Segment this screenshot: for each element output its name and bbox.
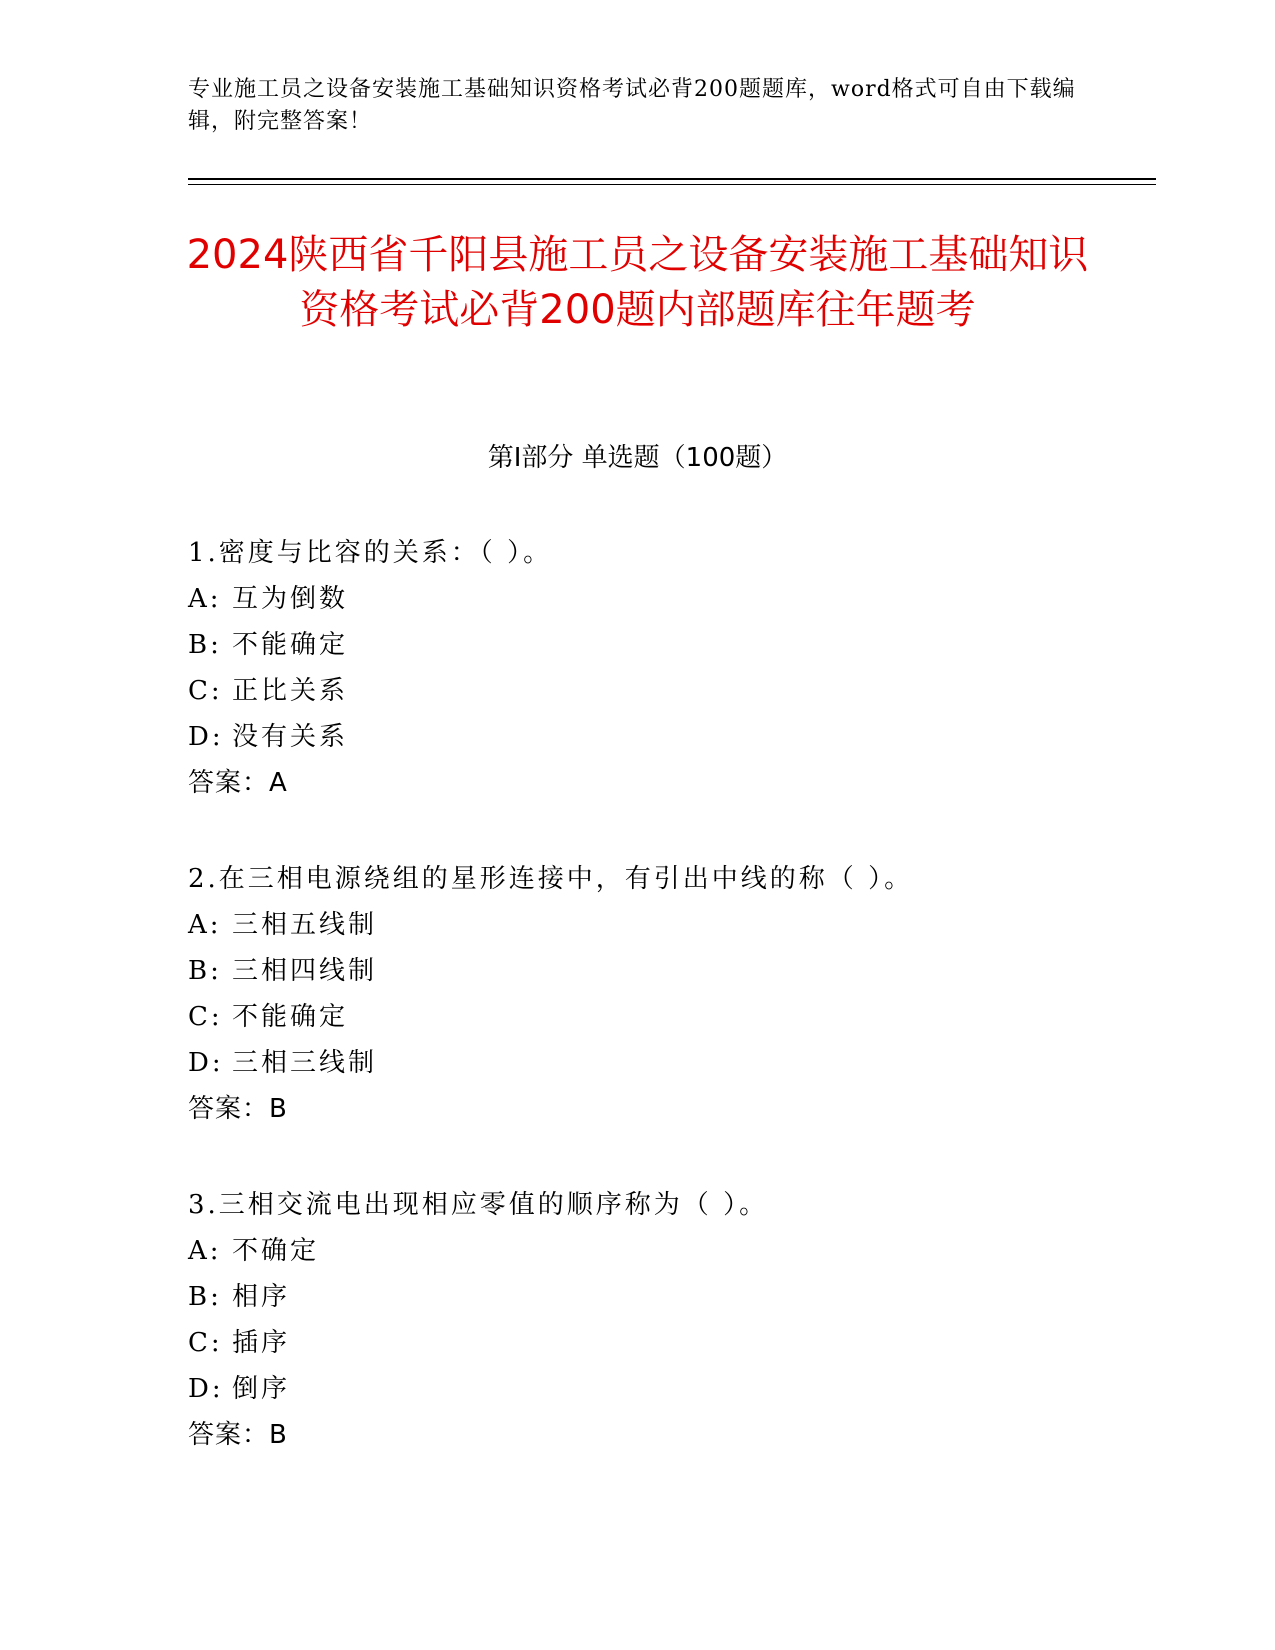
- question-2: [188, 856, 1128, 1132]
- question-stem: 2.在三相电源绕组的星形连接中，有引出中线的称（ ）。: [188, 864, 914, 894]
- option-a: [188, 576, 1128, 622]
- section-heading: 第Ⅰ部分 单选题（100题）: [487, 443, 788, 473]
- option-key: C:: [188, 676, 223, 706]
- option-key: C:: [188, 1002, 223, 1032]
- option-text: 互为倒数: [232, 584, 349, 614]
- option-key: B:: [188, 1282, 222, 1312]
- answer-value: B: [269, 1420, 288, 1450]
- option-text: 插序: [232, 1328, 291, 1358]
- option-b: [188, 948, 1128, 994]
- answer-line: [188, 1412, 1128, 1458]
- answer-line: [188, 760, 1128, 806]
- header-divider-thin: [188, 184, 1156, 185]
- answer-label: 答案：: [188, 1094, 270, 1124]
- option-text: 相序: [232, 1282, 291, 1312]
- option-key: A:: [188, 584, 222, 614]
- option-text: 不确定: [232, 1236, 320, 1266]
- option-text: 正比关系: [232, 676, 349, 706]
- option-key: D:: [188, 1374, 224, 1404]
- option-text: 三相四线制: [232, 956, 378, 986]
- option-text: 倒序: [232, 1374, 291, 1404]
- option-key: D:: [188, 1048, 224, 1078]
- option-text: 没有关系: [232, 722, 349, 752]
- question-3: [188, 1182, 1128, 1458]
- answer-label: 答案：: [188, 1420, 270, 1450]
- option-a: [188, 1228, 1128, 1274]
- question-list: [188, 530, 1128, 1508]
- header-divider-thick: [188, 178, 1156, 180]
- option-key: C:: [188, 1328, 223, 1358]
- document-title: 2024陕西省千阳县施工员之设备安装施工基础知识资格考试必背200题内部题库往年题考: [186, 232, 1089, 333]
- option-key: B:: [188, 630, 222, 660]
- option-a: [188, 902, 1128, 948]
- answer-line: [188, 1086, 1128, 1132]
- answer-label: 答案：: [188, 768, 270, 798]
- option-b: [188, 622, 1128, 668]
- option-key: A:: [188, 910, 222, 940]
- option-d: [188, 1040, 1128, 1086]
- answer-value: A: [269, 768, 288, 798]
- option-text: 不能确定: [232, 630, 349, 660]
- question-1: [188, 530, 1128, 806]
- option-text: 不能确定: [232, 1002, 349, 1032]
- option-d: [188, 1366, 1128, 1412]
- header-note: 专业施工员之设备安装施工基础知识资格考试必背200题题库，word格式可自由下载编辑，附完整答案！: [188, 77, 1076, 134]
- answer-value: B: [269, 1094, 288, 1124]
- option-c: [188, 668, 1128, 714]
- question-stem: 3.三相交流电出现相应零值的顺序称为（ ）。: [188, 1190, 769, 1220]
- option-d: [188, 714, 1128, 760]
- option-key: B:: [188, 956, 222, 986]
- option-text: 三相三线制: [232, 1048, 378, 1078]
- option-key: A:: [188, 1236, 222, 1266]
- option-key: D:: [188, 722, 224, 752]
- question-stem: 1.密度与比容的关系：（ ）。: [188, 538, 553, 568]
- option-c: [188, 1320, 1128, 1366]
- option-b: [188, 1274, 1128, 1320]
- option-c: [188, 994, 1128, 1040]
- option-text: 三相五线制: [232, 910, 378, 940]
